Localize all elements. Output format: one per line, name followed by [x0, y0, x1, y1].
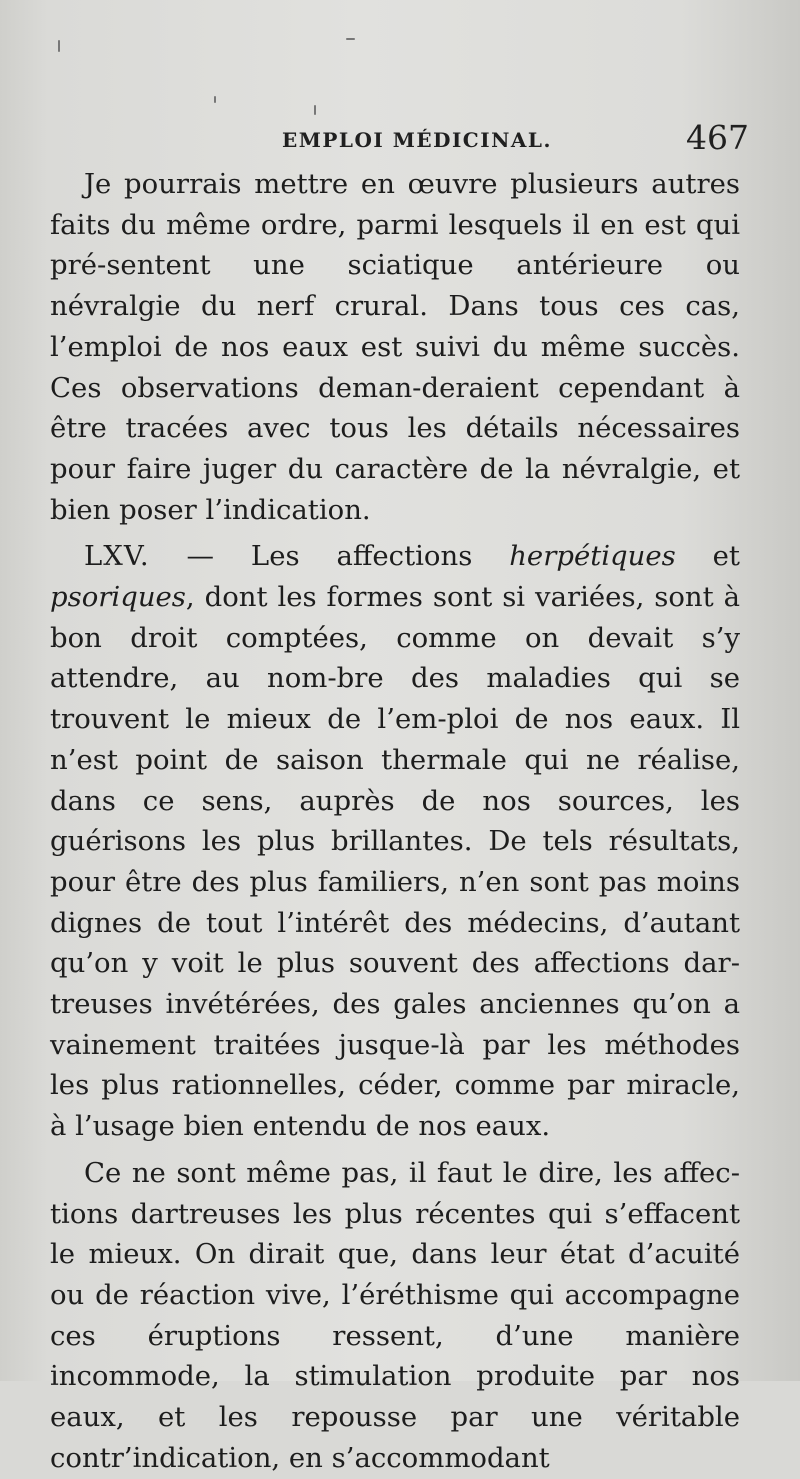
running-head: [0, 118, 800, 158]
page-number: 467: [686, 118, 749, 157]
paragraph-2: [50, 536, 740, 1147]
paragraph-2-conj: et: [675, 540, 740, 573]
paragraph-1: Je pourrais mettre en œuvre plusieurs autres faits du même ordre, parmi lesquels il en est qui pré-sentent une sciatique antérieure ou névralgie du nerf crural. Dans tous ces cas, l’emploi de nos eaux est suivi du même succès. Ces observations deman-deraient cependant à être tracées avec tous les détails nécessaires pour faire juger du caractère de la névralgie, et bien poser l’indication.: [50, 168, 740, 526]
paragraph-2-rest: , dont les formes sont si variées, sont à bon droit comptées, comme on devait s’y attendre, au nom-bre des maladies qui se trouvent le mieux de l’em-ploi de nos eaux. Il n’est point de saison thermale qui ne réalise, dans ce sens, auprès de nos sources, les guérisons les plus brillantes. De tels résultats, pour être des plus familiers, n’en sont pas moins dignes de tout l’intérêt des médecins, d’autant qu’on y voit le plus souvent des affections dar-treuses invétérées, des gales anciennes qu’on a vainement traitées jusque-là par les méthodes les plus rationnelles, céder, comme par miracle, à l’usage bien entendu de nos eaux.: [50, 581, 740, 1143]
ink-speck: [346, 38, 355, 40]
term-psoriques: psoriques: [50, 581, 186, 614]
ink-speck: [214, 96, 216, 103]
term-herpetiques: herpétiques: [509, 540, 676, 573]
paragraph-2-lead: — Les affections: [149, 540, 510, 573]
section-number: LXV.: [84, 540, 150, 573]
ink-speck: [58, 40, 60, 52]
body-text: [50, 164, 740, 1479]
ink-speck: [314, 105, 316, 115]
running-title: EMPLOI MÉDICINAL.: [282, 128, 552, 152]
paragraph-3: Ce ne sont même pas, il faut le dire, les affec-tions dartreuses les plus récentes qui s’effacent le mieux. On dirait que, dans leur état d’acuité ou de réaction vive, l’éréthisme qui accompagne ces éruptions ressent, d’une manière incommode, la stimulation produite par nos eaux, et les repousse par une véritable contr’indication, en s’accommodant: [50, 1156, 740, 1474]
